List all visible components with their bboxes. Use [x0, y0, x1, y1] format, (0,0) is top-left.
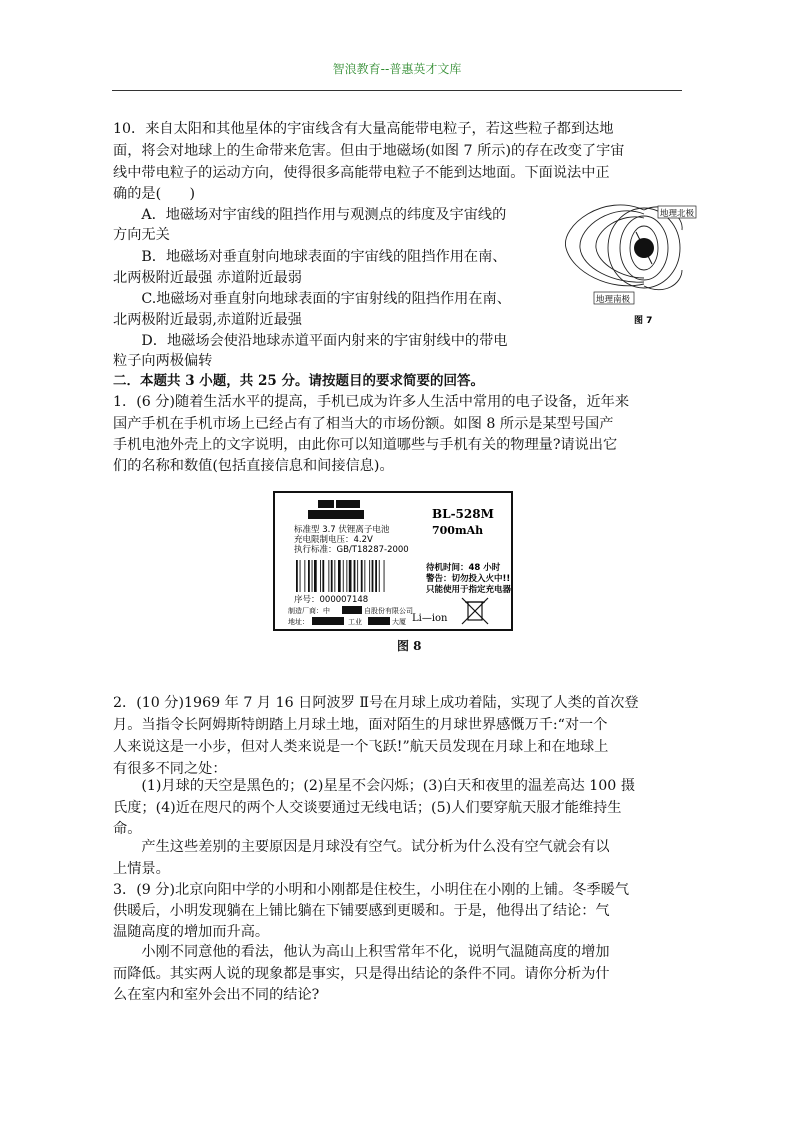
option-b: B．地磁场对垂直射向地球表面的宇宙线的阻挡作用在南、: [113, 249, 507, 265]
geomagnetic-field-figure: [564, 196, 695, 328]
logo-block: [308, 510, 364, 519]
page-header: 智浪教育--普惠英才文库: [332, 62, 462, 76]
text-line: 月。当指令长阿姆斯特朗踏上月球土地，面对陌生的月球世界感慨万千:“对一个: [113, 717, 608, 733]
text-line: 命。: [113, 821, 142, 837]
text-line: 小刚不同意他的看法，他认为高山上积雪常年不化，说明气温随高度的增加: [113, 944, 610, 960]
text-line: 北两极附近最弱,赤道附近最强: [113, 312, 302, 328]
text-line: 线中带电粒子的运动方向，使得很多高能带电粒子不能到达地面。下面说法中正: [113, 165, 610, 181]
text-line: 么在室内和室外会出不同的结论?: [113, 987, 320, 1003]
serial-number: 序号：000007148: [294, 595, 369, 605]
battery-model: BL-528M: [432, 507, 494, 521]
text-line: 1．(6 分)随着生活水平的提高，手机已成为许多人生活中常用的电子设备，近年来: [113, 394, 630, 410]
text-line: (1)月球的天空是黑色的；(2)星星不会闪烁；(3)白天和夜里的温差高达 100 摄: [113, 778, 636, 794]
text-line: 国产手机在手机市场上已经占有了相当大的市场份额。如图 8 所示是某型号国产: [113, 416, 614, 432]
text-line: 氏度；(4)近在咫尺的两个人交谈要通过无线电话；(5)人们要穿航天服才能维持生: [113, 800, 622, 816]
north-pole-label: 地理北极: [660, 209, 695, 219]
text-line: 温随高度的增加而升高。: [113, 924, 270, 940]
text-line: 人来说这是一小步，但对人类来说是一个飞跃!”航天员发现在月球上和在地球上: [113, 739, 609, 755]
text-line: 面，将会对地球上的生命带来危害。但由于地磁场(如图 7 所示)的存在改变了宇宙: [113, 143, 625, 159]
text-line: 粒子向两极偏转: [113, 353, 213, 369]
redacted-block: [342, 606, 362, 614]
li-ion-mark: Li—ion: [412, 613, 448, 624]
text-line: 而降低。其实两人说的现象都是事实，只是得出结论的条件不同。请你分析为什: [113, 966, 610, 982]
text-line: 手机电池外壳上的文字说明，由此你可以知道哪些与手机有关的物理量?请说出它: [113, 437, 618, 453]
standard: 执行标准：GB/T18287-2000: [294, 545, 409, 555]
figure-8-caption: 图 8: [397, 639, 422, 653]
option-c: C.地磁场对垂直射向地球表面的宇宙射线的阻挡作用在南、: [113, 291, 511, 307]
battery-capacity: 700mAh: [432, 524, 484, 537]
field-line: [644, 270, 682, 290]
text-line: 产生这些差别的主要原因是月球没有空气。试分析为什么没有空气就会有以: [113, 839, 610, 855]
text-line: 上情景。: [113, 861, 170, 877]
standby-time: 待机时间：48 小时: [426, 563, 501, 573]
redacted-block: [312, 617, 344, 625]
logo-block: [336, 500, 360, 508]
south-pole-label: 地理南极: [596, 295, 631, 305]
fire-warning: 警告：切勿投入火中!!: [426, 574, 511, 584]
battery-label-figure: [272, 490, 514, 632]
manufacturer-suffix: 自股份有限公司: [364, 607, 413, 615]
logo-block: [318, 500, 334, 508]
option-a: A．地磁场对宇宙线的阻挡作用与观测点的纬度及宇宙线的: [113, 207, 507, 223]
text-line: 北两极附近最强 赤道附近最弱: [113, 270, 302, 286]
redacted-block: [368, 617, 390, 625]
charge-voltage: 充电限制电压：4.2V: [294, 535, 373, 545]
text-line: 确的是( ): [113, 186, 196, 202]
battery-type: 标准型 3.7 伏锂离子电池: [294, 525, 390, 535]
text-line: 们的名称和数值(包括直接信息和间接信息)。: [113, 458, 394, 474]
charger-warning: 只能使用于指定充电器: [426, 585, 512, 595]
text-line: 10．来自太阳和其他星体的宇宙线含有大量高能带电粒子，若这些粒子都到达地: [113, 121, 614, 137]
header-divider: [112, 90, 682, 91]
manufacturer: 制造厂商：中: [288, 607, 330, 615]
text-line: 有很多不同之处：: [113, 761, 227, 777]
figure-7-caption: 图 7: [634, 316, 653, 326]
address-end: 大厦: [392, 618, 406, 626]
option-d: D．地磁场会使沿地球赤道平面内射来的宇宙射线中的带电: [113, 333, 508, 349]
address-middle: 工业: [348, 618, 362, 626]
section-heading: 二．本题共 3 小题，共 25 分。请按题目的要求简要的回答。: [113, 373, 484, 389]
text-line: 2．(10 分)1969 年 7 月 16 日阿波罗 Ⅱ号在月球上成功着陆，实现了人类的首次登: [113, 695, 639, 711]
text-line: 供暖后，小明发现躺在上铺比躺在下铺要感到更暖和。于是，他得出了结论：气: [113, 903, 610, 919]
address: 地址：: [288, 618, 309, 626]
text-line: 3．(9 分)北京向阳中学的小明和小刚都是住校生，小明住在小刚的上铺。冬季暖气: [113, 882, 630, 898]
text-line: 方向无关: [113, 227, 170, 243]
